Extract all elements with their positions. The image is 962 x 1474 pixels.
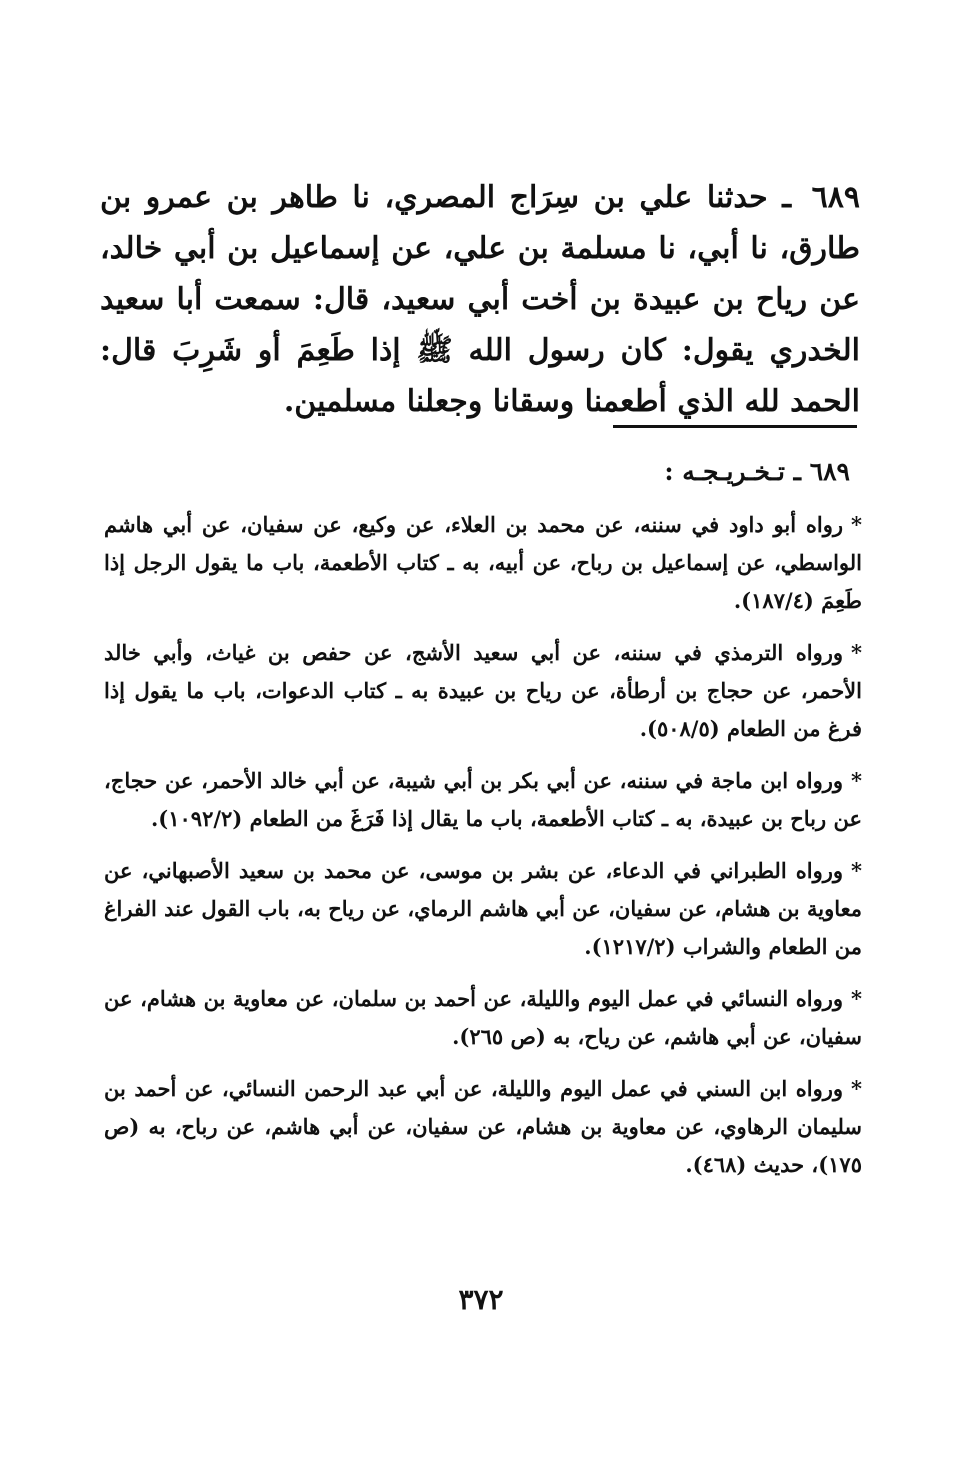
takhrij-item: [104, 634, 862, 748]
hadith-paragraph: [100, 172, 860, 427]
takhrij-item-text: ورواه ابن السني في عمل اليوم والليلة، عن أبي عبد الرحمن النسائي، عن أحمد بن سليمان الرهاوي، عن معاوية بن هشام، عن سفيان، عن أبي هاشم، عن رباح، به (ص ١٧٥)، حديث (٤٦٨).: [104, 1076, 862, 1177]
hadith-text: حدثنا علي بن سِرَاج المصري، نا طاهر بن عمرو بن طارق، نا أبي، نا مسلمة بن علي، عن إسماعيل بن أبي خالد، عن رياح بن عبيدة بن أخت أبي سعيد، قال: سمعت أبا سعيد الخدري يقول: كان رسول الله ﷺ إذا طَعِمَ أو شَرِبَ قال: الحمد لله الذي أطعمنا وسقانا وجعلنا مسلمين.: [100, 180, 860, 419]
takhrij-item-text: رواه أبو داود في سننه، عن محمد بن العلاء، عن وكيع، عن سفيان، عن أبي هاشم الواسطي، عن إسماعيل بن رباح، عن أبيه، به ـ كتاب الأطعمة، باب ما يقول الرجل إذا طَعِمَ (١٨٧/٤).: [104, 512, 863, 613]
takhrij-item-text: ورواه الترمذي في سننه، عن أبي سعيد الأشج، عن حفص بن غياث، وأبي خالد الأحمر، عن حجاج بن أرطأة، عن رياح بن عبيدة به ـ كتاب الدعوات، باب ما يقول إذا فرغ من الطعام (٥٠٨/٥).: [104, 640, 862, 741]
hadith-dash: ـ: [782, 180, 792, 215]
takhrij-marker: *: [851, 858, 862, 883]
footnote-separator: [613, 425, 857, 428]
takhrij-item-text: ورواه النسائي في عمل اليوم والليلة، عن أحمد بن سلمان، عن معاوية بن هشام، عن سفيان، عن أبي هاشم، عن رياح، به (ص ٢٦٥).: [104, 986, 862, 1049]
takhrij-item: [104, 980, 862, 1056]
hadith-number: ٦٨٩: [811, 180, 860, 215]
takhrij-item: [104, 762, 862, 838]
takhrij-list: [104, 506, 862, 1198]
takhrij-heading: ٦٨٩ ـ تـخـريـجـه :: [664, 457, 850, 486]
takhrij-marker: *: [851, 768, 862, 793]
takhrij-item-text: ورواه ابن ماجة في سننه، عن أبي بكر بن أبي شيبة، عن أبي خالد الأحمر، عن حجاج، عن رباح بن عبيدة، به ـ كتاب الأطعمة، باب ما يقال إذا فَرَغَ من الطعام (١٠٩٢/٢).: [104, 768, 862, 831]
takhrij-item-text: ورواه الطبراني في الدعاء، عن بشر بن موسى، عن محمد بن سعيد الأصبهاني، عن معاوية بن هشام، عن سفيان، عن أبي هاشم الرماي، عن رياح به، باب القول عند الفراغ من الطعام والشراب (١٢١٧/٢).: [104, 858, 862, 959]
takhrij-marker: *: [851, 986, 862, 1011]
takhrij-item: [104, 852, 862, 966]
page-number: ٣٧٢: [458, 1283, 504, 1316]
takhrij-marker: *: [851, 640, 862, 665]
takhrij-item: [104, 1070, 862, 1184]
takhrij-marker: *: [851, 512, 862, 537]
takhrij-marker: *: [851, 1076, 862, 1101]
takhrij-item: [104, 506, 862, 620]
